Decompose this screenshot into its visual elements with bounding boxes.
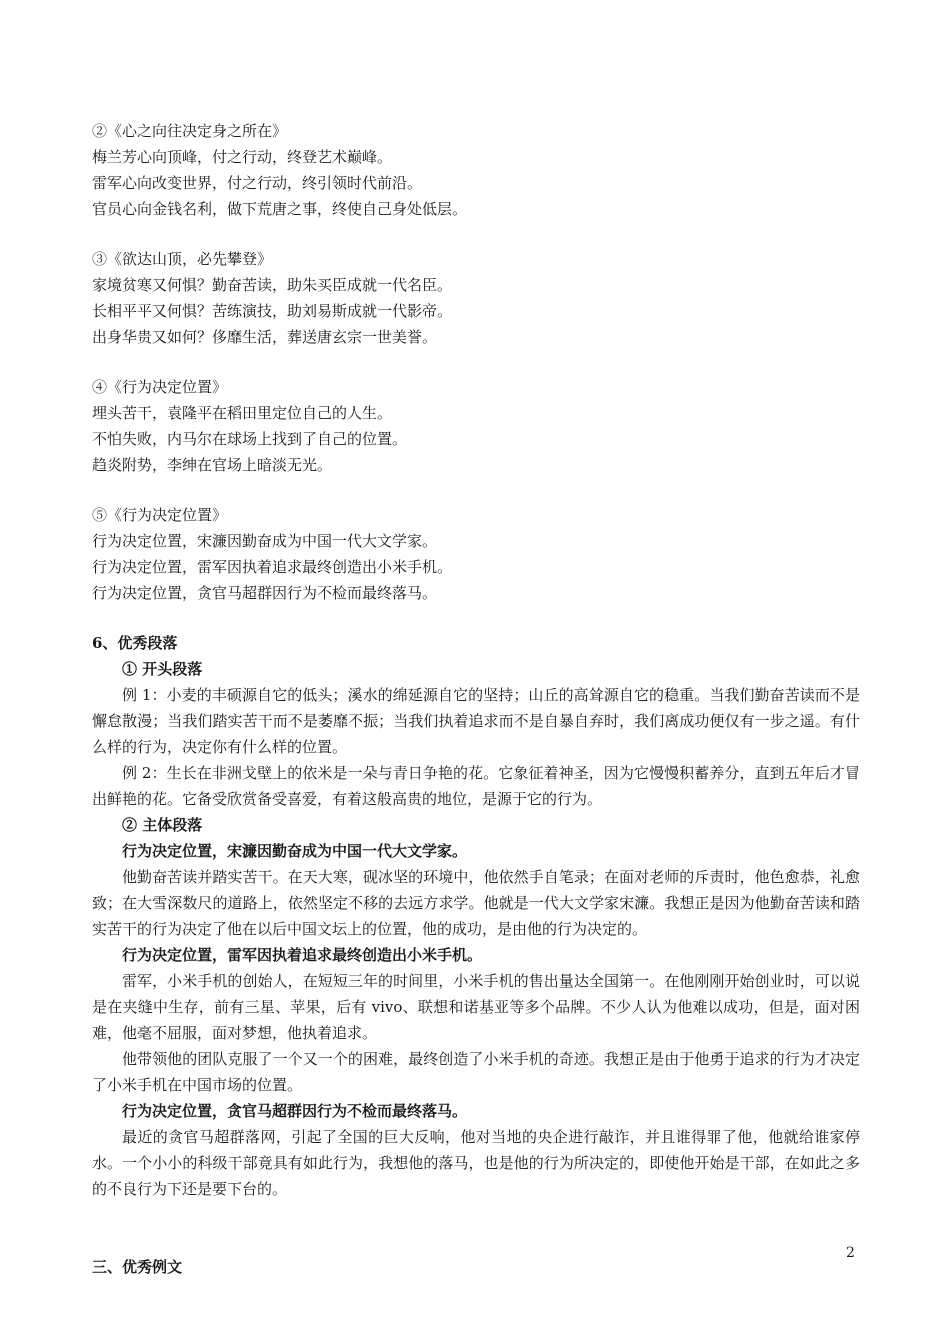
group-title: ②《心之向往决定身之所在》 bbox=[92, 122, 288, 140]
section-6 bbox=[92, 630, 860, 1202]
topic-sentence: 行为决定位置，雷军因执着追求最终创造出小米手机。 bbox=[122, 946, 483, 964]
group-line: 不怕失败，内马尔在球场上找到了自己的位置。 bbox=[92, 430, 408, 448]
section-heading: 6、优秀段落 bbox=[92, 634, 178, 652]
document-page bbox=[92, 118, 860, 1280]
group-line: 雷军心向改变世界，付之行动，终引领时代前沿。 bbox=[92, 174, 423, 192]
body-paragraph: 最近的贪官马超群落网，引起了全国的巨大反响，他对当地的央企进行敲诈，并且谁得罪了他，他就给谁家停水。一个小小的科级干部竟具有如此行为，我想他的落马，也是他的行为所决定的，即使他开始是干部，在如此之多的不良行为下还是要下台的。 bbox=[92, 1128, 860, 1198]
section-3-heading: 三、优秀例文 bbox=[92, 1258, 183, 1276]
group-line: 趋炎附势，李绅在官场上暗淡无光。 bbox=[92, 456, 333, 474]
couplet-group-5 bbox=[92, 502, 860, 606]
group-title: ③《欲达山顶，必先攀登》 bbox=[92, 250, 273, 268]
group-line: 行为决定位置，宋濂因勤奋成为中国一代大文学家。 bbox=[92, 532, 438, 550]
group-line: 官员心向金钱名利，做下荒唐之事，终使自己身处低层。 bbox=[92, 200, 468, 218]
topic-sentence: 行为决定位置，贪官马超群因行为不检而最终落马。 bbox=[122, 1102, 468, 1120]
group-line: 梅兰芳心向顶峰，付之行动，终登艺术巅峰。 bbox=[92, 148, 393, 166]
couplet-group-4 bbox=[92, 374, 860, 478]
group-line: 行为决定位置，雷军因执着追求最终创造出小米手机。 bbox=[92, 558, 453, 576]
opening-example-2: 例 2：生长在非洲戈壁上的依米是一朵与青日争艳的花。它象征着神圣，因为它慢慢积蓄养分，直到五年后才冒出鲜艳的花。它备受欣赏备受喜爱，有着这般高贵的地位，是源于它的行为。 bbox=[92, 764, 860, 808]
body-paragraph: 他勤奋苦读并踏实苦干。在天大寒，砚冰坚的环境中，他依然手自笔录；在面对老师的斥责时，他色愈恭，礼愈致；在大雪深数尺的道路上，依然坚定不移的去远方求学。他就是一代大文学家宋濂。我想正是因为他勤奋苦读和踏实苦干的行为决定了他在以后中国文坛上的位置，他的成功，是由他的行为决定的。 bbox=[92, 868, 860, 938]
group-line: 行为决定位置，贪官马超群因行为不检而最终落马。 bbox=[92, 584, 438, 602]
group-line: 家境贫寒又何惧？勤奋苦读，助朱买臣成就一代名臣。 bbox=[92, 276, 453, 294]
body-paragraph: 他带领他的团队克服了一个又一个的困难，最终创造了小米手机的奇迹。我想正是由于他勇于追求的行为才决定了小米手机在中国市场的位置。 bbox=[92, 1050, 860, 1094]
body-heading: ② 主体段落 bbox=[122, 816, 203, 834]
couplet-group-2 bbox=[92, 118, 860, 222]
group-title: ⑤《行为决定位置》 bbox=[92, 506, 228, 524]
opening-example-1: 例 1：小麦的丰硕源自它的低头；溪水的绵延源自它的坚持；山丘的高耸源自它的稳重。当我们勤奋苦读而不是懈怠散漫；当我们踏实苦干而不是萎靡不振；当我们执着追求而不是自暴自弃时，我们离成功便仅有一步之遥。有什么样的行为，决定你有什么样的位置。 bbox=[92, 686, 860, 756]
topic-sentence: 行为决定位置，宋濂因勤奋成为中国一代大文学家。 bbox=[122, 842, 468, 860]
opening-heading: ① 开头段落 bbox=[122, 660, 203, 678]
group-title: ④《行为决定位置》 bbox=[92, 378, 228, 396]
body-paragraph: 雷军，小米手机的创始人，在短短三年的时间里，小米手机的售出量达全国第一。在他刚刚开始创业时，可以说是在夹缝中生存，前有三星、苹果，后有 vivo、联想和诺基亚等多个品牌。不少人认为他难以成功，但是，面对困难，他毫不屈服，面对梦想，他执着追求。 bbox=[92, 972, 860, 1042]
group-line: 埋头苦干，袁隆平在稻田里定位自己的人生。 bbox=[92, 404, 393, 422]
page-number: 2 bbox=[846, 1245, 855, 1261]
group-line: 出身华贵又如何？侈靡生活，葬送唐玄宗一世美誉。 bbox=[92, 328, 438, 346]
group-line: 长相平平又何惧？苦练演技，助刘易斯成就一代影帝。 bbox=[92, 302, 453, 320]
couplet-group-3 bbox=[92, 246, 860, 350]
